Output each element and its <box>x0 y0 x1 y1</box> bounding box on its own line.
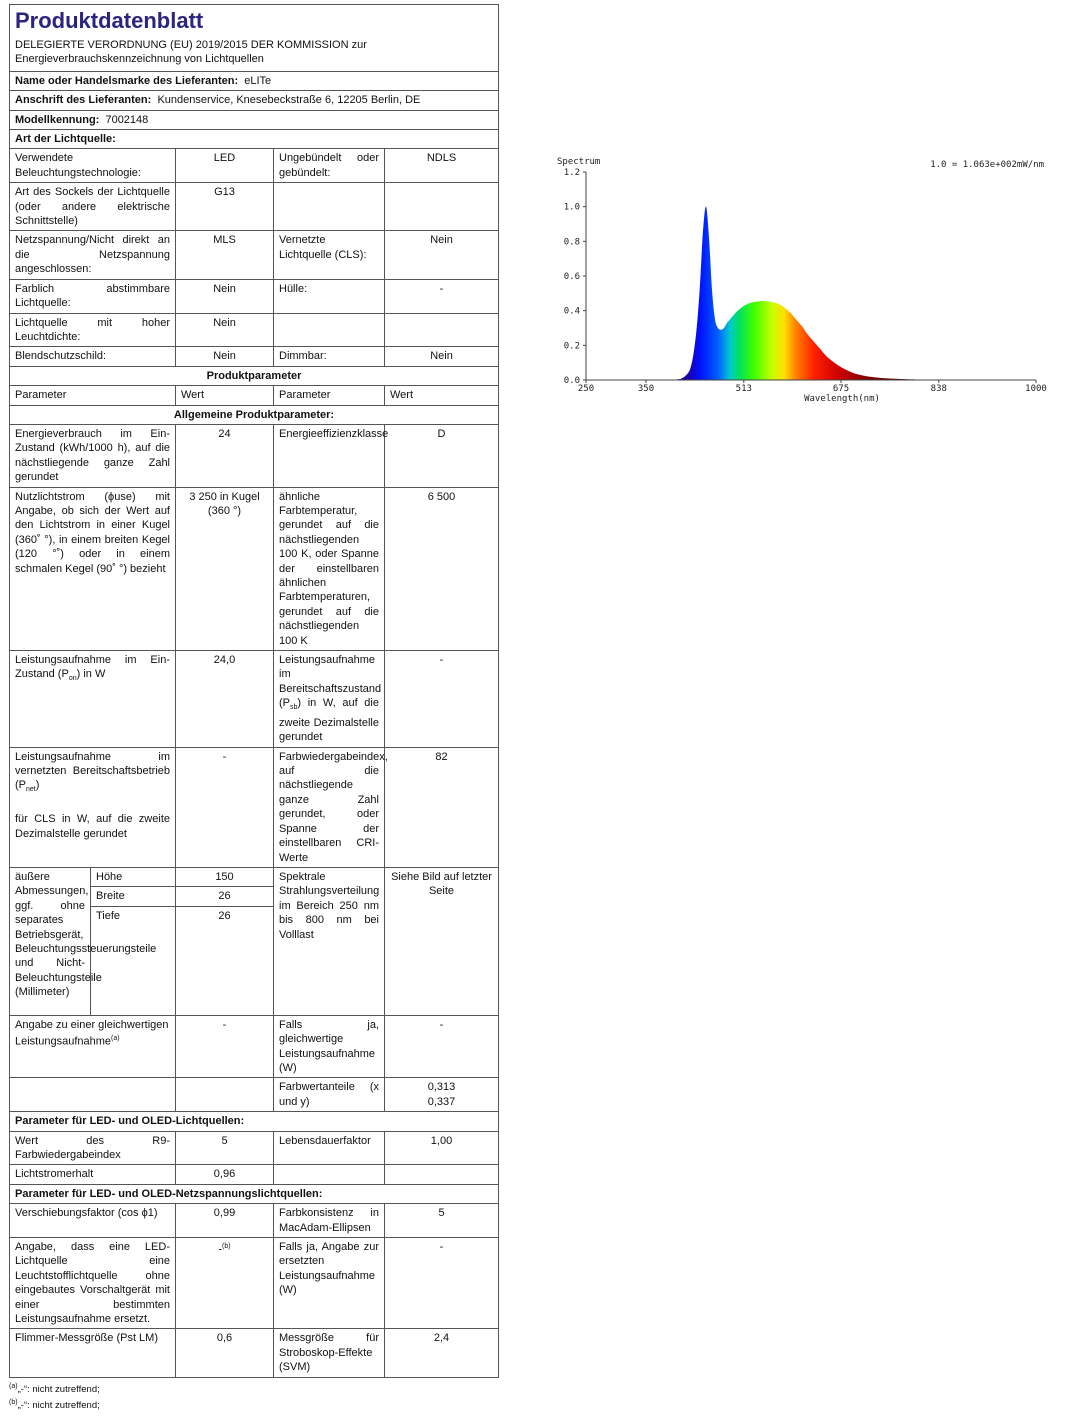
technology-value: LED <box>176 149 274 183</box>
spectrum-chart <box>552 152 1052 412</box>
x-tick-label: 350 <box>637 384 655 394</box>
supplier-address-label: Anschrift des Lieferanten: <box>15 94 152 107</box>
mains-params-heading: Parameter für LED- und OLED-Netzspannungslichtquellen: <box>10 1184 499 1203</box>
light-source-heading: Art der Lichtquelle: <box>10 130 499 149</box>
mains-value: MLS <box>176 231 274 279</box>
col-value-header: Wert <box>176 386 274 405</box>
tunable-value: Nein <box>176 279 274 313</box>
displacement-factor-value: 0,99 <box>176 1204 274 1238</box>
dimmable-label: Dimmbar: <box>274 347 385 366</box>
connected-label: Vernetzte Lichtquelle (CLS): <box>274 231 385 279</box>
replacement-value <box>176 1238 274 1329</box>
replacement-value-text: - <box>218 1243 223 1256</box>
equiv-label-text: Angabe zu einer gleichwertigen Leistungsaufnahme <box>15 1018 169 1048</box>
x-axis <box>578 380 1047 394</box>
x-tick-label: 675 <box>832 384 850 394</box>
lumen-maintenance-label: Lichtstromerhalt <box>10 1165 176 1184</box>
height-value: 150 <box>176 867 274 886</box>
equiv-power-value: - <box>385 1015 499 1078</box>
model-id-label: Modellkennung: <box>15 113 100 126</box>
y-tick-label: 0.4 <box>563 306 580 317</box>
width-value: 26 <box>176 887 274 906</box>
chart-title: Spectrum <box>557 157 601 167</box>
empty-cell <box>385 1165 499 1184</box>
psb-label <box>274 651 385 748</box>
cct-value: 6 500 <box>385 487 499 650</box>
pnet-label-continued: für CLS in W, auf die zweite Dezimalstelle gerundet <box>15 813 170 840</box>
chart-scale-note: 1.0 = 1.063e+002mW/nm <box>930 160 1044 170</box>
pon-label <box>10 651 176 748</box>
empty-cell <box>385 313 499 347</box>
datasheet-table <box>9 4 499 1378</box>
replacement-power-value: - <box>385 1238 499 1329</box>
energy-class-label: Energieeffizienzklasse <box>274 424 385 487</box>
chromaticity-y: 0,337 <box>427 1095 456 1108</box>
shield-label: Blendschutzschild: <box>10 347 176 366</box>
x-tick-label: 1000 <box>1025 384 1047 394</box>
psb-subscript: sb <box>290 704 298 712</box>
empty-cell <box>274 1165 385 1184</box>
lumen-maintenance-value: 0,96 <box>176 1165 274 1184</box>
supplier-name-label: Name oder Handelsmarke des Lieferanten: <box>15 74 239 87</box>
height-label: Höhe <box>91 867 176 886</box>
flux-label: Nutzlichtstrom (ϕuse) mit Angabe, ob sich der Wert auf den Lichtstrom in einer Kugel (360˚ °), in einem breiten Kegel (120 °˚) oder in einem schmalen Kegel (90˚ °) bezieht <box>10 487 176 650</box>
empty-cell <box>274 313 385 347</box>
pon-label-text: Leistungsaufnahme im Ein-Zustand (P <box>15 654 170 681</box>
col-param-header: Parameter <box>10 386 176 405</box>
replacement-power-label: Falls ja, Angabe zur ersetzten Leistungsaufnahme (W) <box>274 1238 385 1329</box>
depth-label: Tiefe <box>91 906 176 1015</box>
spd-value: Siehe Bild auf letzter Seite <box>385 867 499 1015</box>
y-tick-label: 0.2 <box>563 341 580 352</box>
model-id-row <box>10 110 499 129</box>
y-tick-label: 1.0 <box>563 202 580 213</box>
displacement-factor-label: Verschiebungsfaktor (cos ϕ1) <box>10 1204 176 1238</box>
pnet-subscript: net <box>26 786 36 794</box>
energy-value: 24 <box>176 424 274 487</box>
depth-value: 26 <box>176 906 274 1015</box>
flux-value: 3 250 in Kugel (360 °) <box>176 487 274 650</box>
survival-label: Lebensdauerfaktor <box>274 1131 385 1165</box>
directional-label: Ungebündelt oder gebündelt: <box>274 149 385 183</box>
cri-value: 82 <box>385 747 499 867</box>
col-value-header: Wert <box>385 386 499 405</box>
mains-label: Netzspannung/Nicht direkt an die Netzspannung angeschlossen: <box>10 231 176 279</box>
footnote-a-text: „-“: nicht zutreffend; <box>17 1383 100 1395</box>
pon-label-unit: ) in W <box>76 668 106 681</box>
cap-label: Art des Sockels der Lichtquelle (oder andere elektrische Schnittstelle) <box>10 183 176 231</box>
psb-value: - <box>385 651 499 748</box>
empty-cell <box>385 183 499 231</box>
y-tick-label: 0.6 <box>563 272 580 282</box>
technology-label: Verwendete Beleuchtungstechnologie: <box>10 149 176 183</box>
equiv-label <box>10 1015 176 1078</box>
footnote-b-mark: (b) <box>9 1398 18 1406</box>
x-tick-label: 838 <box>930 384 947 394</box>
directional-value: NDLS <box>385 149 499 183</box>
footnote-b <box>9 1396 498 1412</box>
svm-label: Messgröße für Stroboskop-Effekte (SVM) <box>274 1329 385 1377</box>
supplier-name-value: eLITe <box>244 74 272 87</box>
supplier-address-row <box>10 91 499 110</box>
regulation-text: DELEGIERTE VERORDNUNG (EU) 2019/2015 DER KOMMISSION zur Energieverbrauchskennzeichnung von Lichtquellen <box>10 36 499 71</box>
r9-label: Wert des R9-Farbwiedergabeindex <box>10 1131 176 1165</box>
psb-label-text: Leistungsaufnahme im Bereitschaftszustand (P <box>279 654 382 710</box>
y-tick-label: 1.2 <box>563 168 580 178</box>
footnote-a <box>9 1380 498 1396</box>
y-tick-label: 0.8 <box>563 237 580 248</box>
energy-class-value: D <box>385 424 499 487</box>
col-param-header: Parameter <box>274 386 385 405</box>
empty-cell <box>274 183 385 231</box>
empty-cell <box>176 1078 274 1112</box>
pnet-label-close: ) <box>35 779 40 792</box>
flicker-label: Flimmer-Messgröße (Pst LM) <box>10 1329 176 1377</box>
energy-label: Energieverbrauch im Ein-Zustand (kWh/1000 h), auf die nächstliegende ganze Zahl gerundet <box>10 424 176 487</box>
survival-value: 1,00 <box>385 1131 499 1165</box>
psb-label-unit: ) in W, auf die zweite Dezimalstelle gerundet <box>279 697 379 744</box>
pon-subscript: on <box>68 675 77 683</box>
footnote-b-text: „-“: nicht zutreffend; <box>17 1399 100 1411</box>
spd-label: Spektrale Strahlungsverteilung im Bereich 250 nm bis 800 nm bei Volllast <box>274 867 385 1015</box>
footnotes <box>9 1380 498 1412</box>
empty-cell <box>10 1078 176 1112</box>
svm-value: 2,4 <box>385 1329 499 1377</box>
equiv-footnote-mark: (a) <box>111 1035 120 1043</box>
replacement-label: Angabe, dass eine LED-Lichtquelle eine Leuchtstofflichtquelle ohne eingebautes Vorschaltgerät mit einer bestimmten Leistungsaufnahme ersetzt. <box>10 1238 176 1329</box>
x-tick-label: 513 <box>735 384 752 394</box>
x-axis-label: Wavelength(nm) <box>804 394 880 404</box>
hld-value: Nein <box>176 313 274 347</box>
pnet-value: - <box>176 747 274 867</box>
cap-value: G13 <box>176 183 274 231</box>
shield-value: Nein <box>176 347 274 366</box>
tunable-label: Farblich abstimmbare Lichtquelle: <box>10 279 176 313</box>
dimensions-label: äußere Abmessungen, ggf. ohne separates Betriebsgerät, Beleuchtungssteuerungsteile und Nicht-Beleuchtungsteile (Millimeter) <box>10 867 91 1015</box>
page-title: Produktdatenblatt <box>10 5 499 37</box>
spectrum-area <box>586 172 1036 380</box>
supplier-name-row <box>10 71 499 90</box>
model-id-value: 7002148 <box>105 113 149 126</box>
product-params-heading: Produktparameter <box>10 366 499 385</box>
led-params-heading: Parameter für LED- und OLED-Lichtquellen: <box>10 1112 499 1131</box>
equiv-value: - <box>176 1015 274 1078</box>
pnet-label <box>10 747 176 867</box>
r9-value: 5 <box>176 1131 274 1165</box>
hld-label: Lichtquelle mit hoher Leuchtdichte: <box>10 313 176 347</box>
supplier-address-value: Kundenservice, Knesebeckstraße 6, 12205 Berlin, DE <box>157 94 421 107</box>
flicker-value: 0,6 <box>176 1329 274 1377</box>
equiv-power-label: Falls ja, gleichwertige Leistungsaufnahme (W) <box>274 1015 385 1078</box>
width-label: Breite <box>91 887 176 906</box>
x-tick-label: 250 <box>577 384 595 394</box>
chromaticity-label: Farbwertanteile (x und y) <box>274 1078 385 1112</box>
color-consistency-value: 5 <box>385 1204 499 1238</box>
cct-label: ähnliche Farbtemperatur, gerundet auf die nächstliegenden 100 K, oder Spanne der einstellbaren ähnlichen Farbtemperaturen, gerundet auf die nächstliegenden 100 K <box>274 487 385 650</box>
footnote-a-mark: (a) <box>9 1382 18 1390</box>
pnet-label-text: Leistungsaufnahme im vernetzten Bereitschaftsbetrieb (P <box>15 750 170 792</box>
general-params-heading: Allgemeine Produktparameter: <box>10 405 499 424</box>
y-tick-label: 0.0 <box>563 376 580 386</box>
dimmable-value: Nein <box>385 347 499 366</box>
cri-label: Farbwiedergabeindex, auf die nächstliegende ganze Zahl gerundet, oder Spanne der einstellbaren CRI-Werte <box>274 747 385 867</box>
product-data-sheet <box>9 4 498 1412</box>
envelope-label: Hülle: <box>274 279 385 313</box>
envelope-value: - <box>385 279 499 313</box>
color-consistency-label: Farbkonsistenz in MacAdam-Ellipsen <box>274 1204 385 1238</box>
chromaticity-value <box>385 1078 499 1112</box>
replacement-footnote-mark: (b) <box>222 1243 231 1250</box>
connected-value: Nein <box>385 231 499 279</box>
chromaticity-x: 0,313 <box>427 1081 456 1094</box>
pon-value: 24,0 <box>176 651 274 748</box>
y-axis <box>564 168 586 386</box>
